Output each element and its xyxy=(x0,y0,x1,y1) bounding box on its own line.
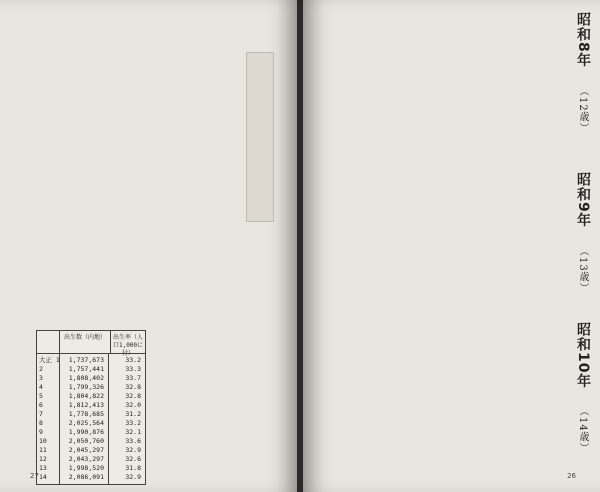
table-body xyxy=(37,354,145,484)
births-column: 1,737,673 1,757,441 1,808,402 1,799,326 1,804,822 1,812,413 1,778,685 2,025,564 1,990,876 2,050,760 2,045,297 2,043,297 1,998,520 2,086,091 xyxy=(59,354,108,484)
right-page xyxy=(303,0,600,492)
era-label: 大正 1 xyxy=(39,356,60,364)
header-era xyxy=(37,331,59,353)
body-text-upper xyxy=(14,36,284,246)
chronology-showa10 xyxy=(317,322,567,462)
era-age-showa8: （12歳） xyxy=(577,86,588,134)
table-header xyxy=(37,331,145,357)
page-number-left: 27 xyxy=(30,472,39,480)
header-births: 出生数（内地） xyxy=(59,331,110,353)
era-column xyxy=(37,354,59,484)
chronology-showa8 xyxy=(317,12,567,162)
rates-column: 33.2 33.3 33.7 32.8 32.8 32.0 31.2 33.2 32.1 33.6 32.9 32.6 31.8 32.9 xyxy=(108,354,145,484)
page-number-right: 26 xyxy=(567,472,576,480)
header-rate: 出生率（人口1,000に付） xyxy=(110,331,145,353)
era-title-showa8: 昭和8年 xyxy=(575,12,591,68)
left-page xyxy=(0,0,297,492)
era-age-showa9: （13歳） xyxy=(577,246,588,294)
era-age-showa10: （14歳） xyxy=(577,406,588,454)
body-text-lower xyxy=(150,260,290,450)
era-title-showa9: 昭和9年 xyxy=(575,172,591,228)
chronology-showa9 xyxy=(317,172,567,312)
era-years: 2 3 4 5 6 7 8 9 10 11 12 13 14 xyxy=(39,365,47,481)
birth-statistics-table xyxy=(36,330,146,485)
era-title-showa10: 昭和10年 xyxy=(575,322,591,389)
